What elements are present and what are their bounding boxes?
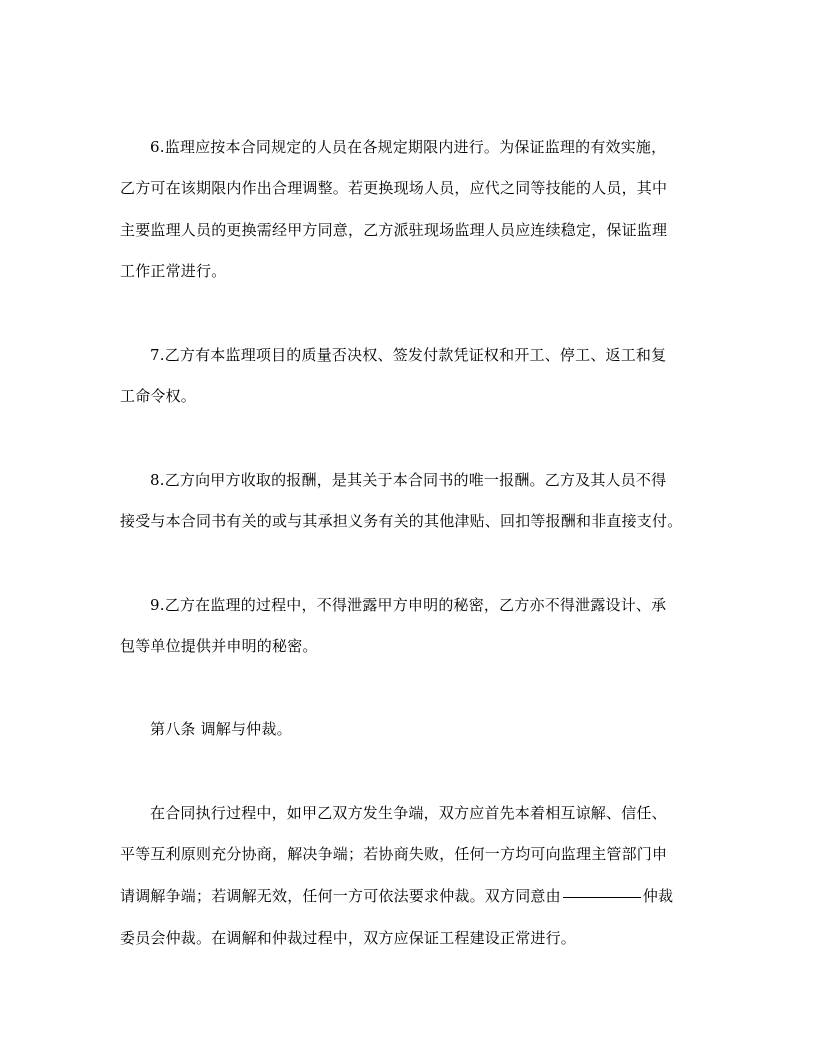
- arbitration-line-1: 在合同执行过程中，如甲乙双方发生争端，双方应首先本着相互谅解、信任、: [150, 804, 667, 822]
- arbitration-line-2: 平等互利原则充分协商，解决争端；若协商失败，任何一方均可向监理主管部门申: [120, 845, 668, 863]
- paragraph-6-line-1: 6.监理应按本合同规定的人员在各规定期限内进行。为保证监理的有效实施，: [150, 138, 667, 156]
- paragraph-8-line-1: 8.乙方向甲方收取的报酬，是其关于本合同书的唯一报酬。乙方及其人员不得: [150, 471, 667, 489]
- arbitration-line-3-text-after: 仲裁: [642, 887, 674, 905]
- arbitration-line-4: 委员会仲裁。在调解和仲裁过程中，双方应保证工程建设正常进行。: [120, 929, 577, 947]
- arbitration-line-3: [120, 886, 700, 906]
- paragraph-6-line-3: 主要监理人员的更换需经甲方同意，乙方派驻现场监理人员应连续稳定，保证监理: [120, 221, 668, 239]
- paragraph-7-line-2: 工命令权。: [120, 387, 197, 405]
- paragraph-9-line-1: 9.乙方在监理的过程中，不得泄露甲方申明的秘密，乙方亦不得泄露设计、承: [150, 596, 667, 614]
- paragraph-6-line-2: 乙方可在该期限内作出合理调整。若更换现场人员，应代之同等技能的人员，其中: [120, 179, 668, 197]
- paragraph-9-line-2: 包等单位提供并申明的秘密。: [120, 637, 318, 655]
- arbitration-line-3-text-before: 请调解争端；若调解无效，任何一方可依法要求仲裁。双方同意由: [120, 887, 561, 905]
- paragraph-7-line-1: 7.乙方有本监理项目的质量否决权、签发付款凭证权和开工、停工、返工和复: [150, 346, 667, 364]
- paragraph-6-line-4: 工作正常进行。: [120, 262, 227, 280]
- arbitration-committee-blank-field[interactable]: [563, 896, 641, 898]
- paragraph-8-line-2: 接受与本合同书有关的或与其承担义务有关的其他津贴、回扣等报酬和非直接支付。: [120, 512, 683, 530]
- article-heading: 第八条 调解与仲裁。: [150, 720, 292, 738]
